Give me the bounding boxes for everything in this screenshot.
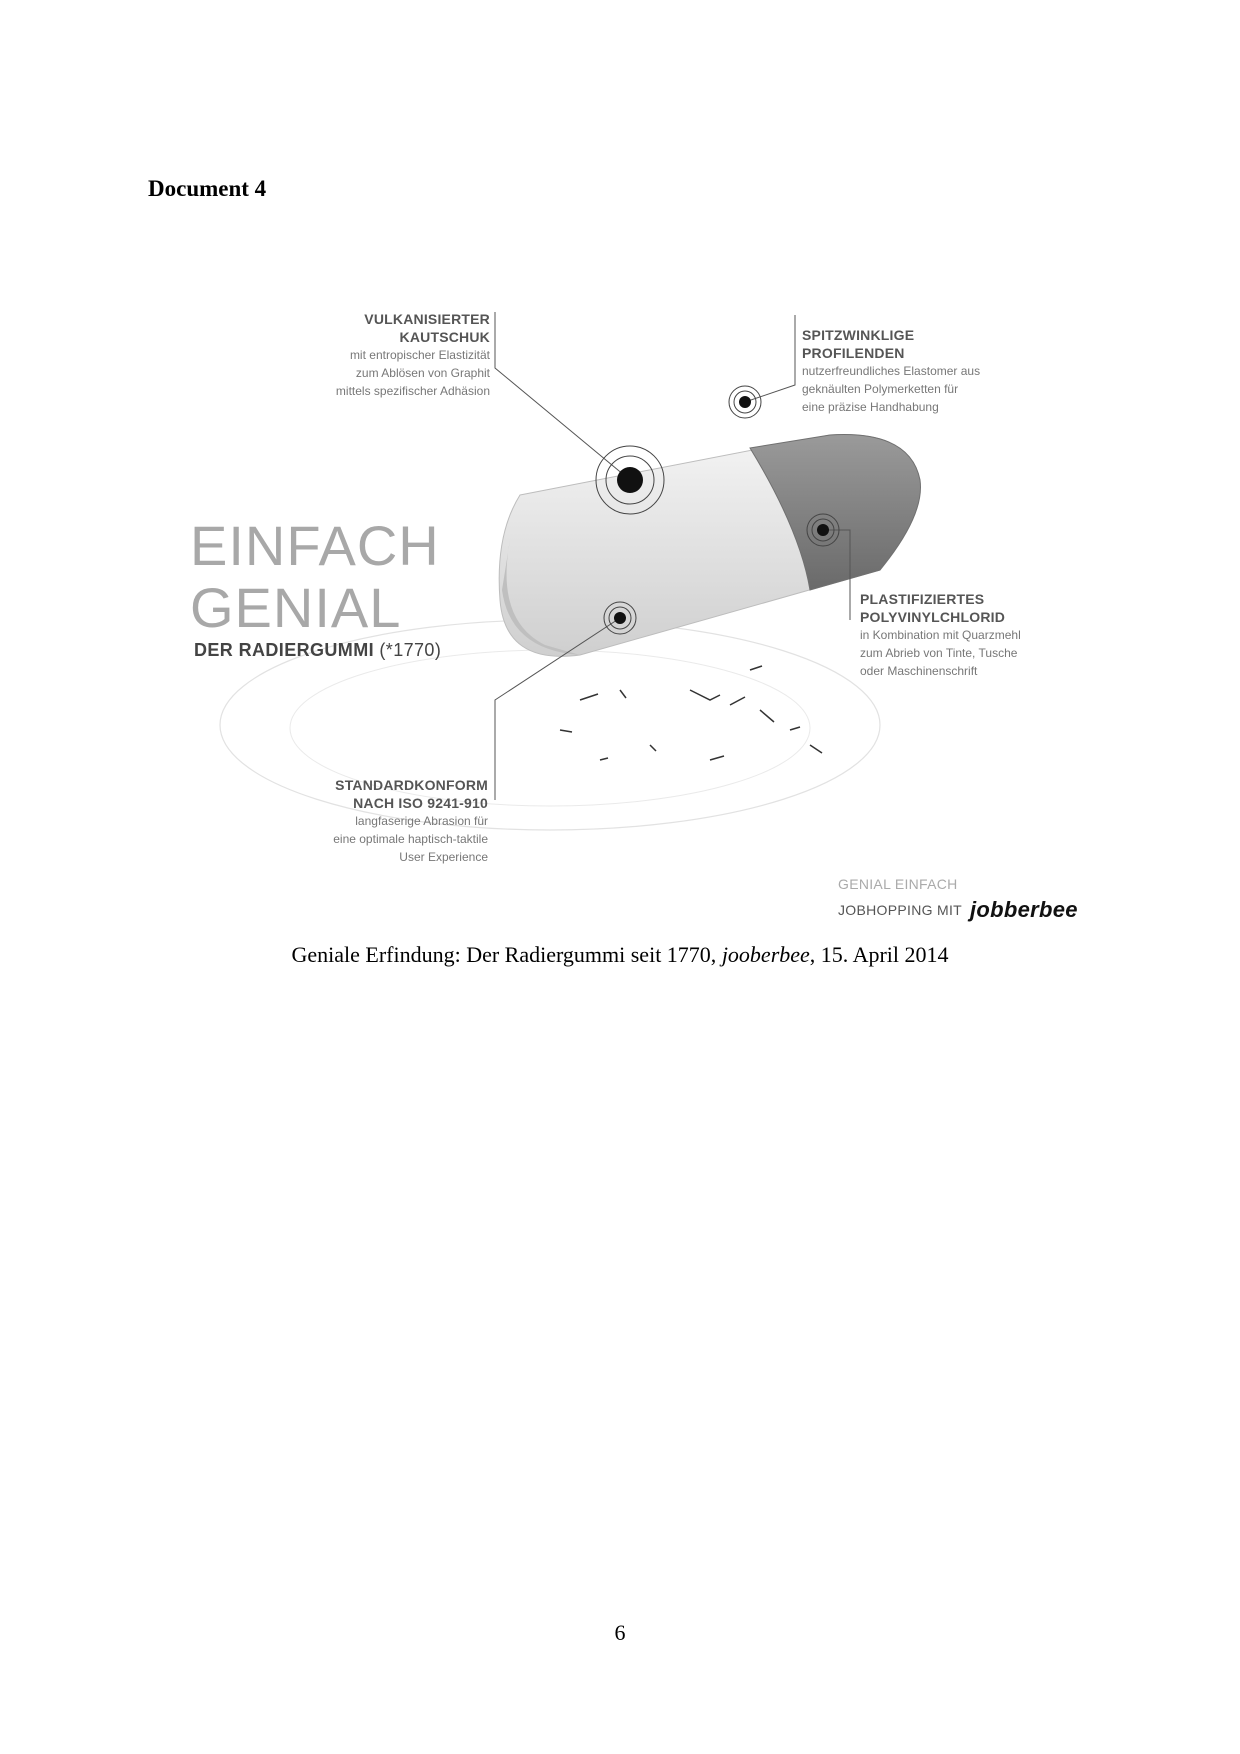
annotation-pvc [860, 590, 1110, 680]
annotation-text: zum Abrieb von Tinte, Tusche [860, 646, 1018, 660]
annotation-rubber [320, 310, 490, 400]
jobberbee-logo: jobberbee [970, 897, 1078, 922]
annotation-text: mit entropischer Elastizität [349, 348, 490, 362]
figure-title-line: GENIAL [190, 576, 402, 639]
figure-title [190, 515, 440, 639]
annotation-title: SPITZWINKLIGE [802, 327, 915, 343]
figure-title-line: EINFACH [190, 514, 440, 577]
document-heading: Document 4 [148, 176, 267, 201]
caption-text: Geniale Erfindung: Der Radiergummi seit 1770, [291, 942, 722, 967]
annotation-text: eine optimale haptisch-taktile [333, 832, 488, 846]
brand-block [838, 876, 1078, 921]
brand-line [838, 895, 1078, 921]
annotation-text: in Kombination mit Quarzmehl [860, 628, 1021, 642]
annotation-text: langfaserige Abrasion für [355, 814, 488, 828]
annotation-text: eine präzise Handhabung [802, 400, 939, 414]
annotation-text: oder Maschinenschrift [860, 664, 978, 678]
annotation-title: KAUTSCHUK [399, 329, 490, 345]
annotation-title: PLASTIFIZIERTES [860, 591, 985, 607]
eraser-infographic [150, 290, 1120, 930]
caption-date: , 15. April 2014 [809, 942, 949, 967]
annotation-text: nutzerfreundliches Elastomer aus [802, 364, 981, 378]
brand-tagline: JOBHOPPING MIT [838, 902, 962, 918]
annotation-profile-ends [802, 326, 1062, 416]
brand-line: GENIAL EINFACH [838, 876, 958, 892]
annotation-title: NACH ISO 9241-910 [353, 795, 488, 811]
subtitle-year: (*1770) [379, 640, 442, 660]
subtitle-main: DER RADIERGUMMI [194, 640, 374, 660]
caption-source: jooberbee [721, 942, 810, 967]
annotation-iso [280, 776, 488, 866]
annotation-title: PROFILENDEN [802, 345, 905, 361]
annotation-text: zum Ablösen von Graphit [355, 366, 490, 380]
page-number: 6 [614, 1620, 626, 1645]
annotation-text: geknäulten Polymerketten für [802, 382, 959, 396]
figure-subtitle [194, 640, 441, 661]
annotation-title: STANDARDKONFORM [335, 777, 488, 793]
annotation-title: VULKANISIERTER [364, 311, 490, 327]
annotation-text: User Experience [399, 850, 488, 864]
annotation-text: mittels spezifischer Adhäsion [335, 384, 490, 398]
annotation-title: POLYVINYLCHLORID [860, 609, 1006, 625]
figure-caption [0, 942, 1240, 968]
